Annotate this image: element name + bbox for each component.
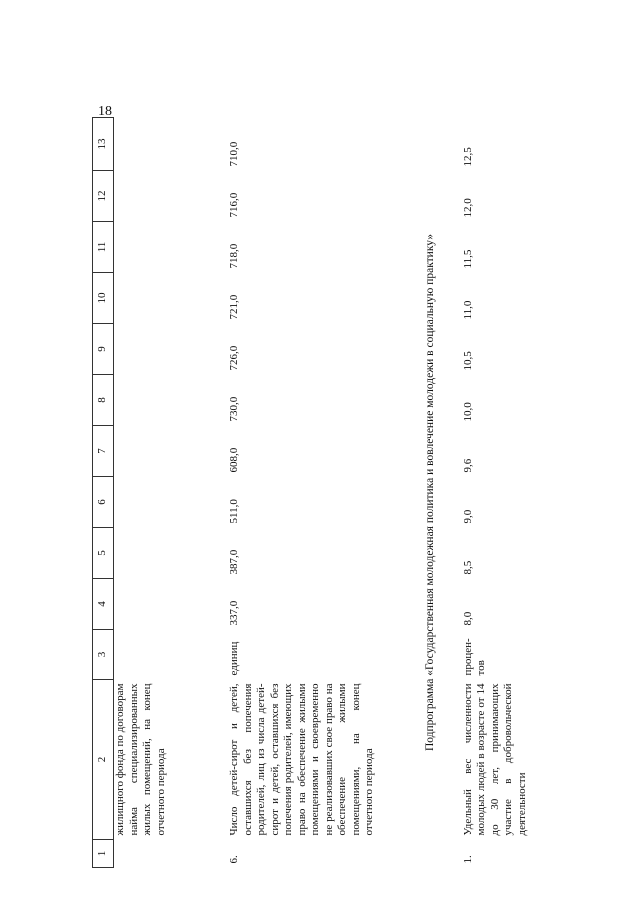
unit-cell: единиц — [228, 641, 240, 676]
column-header: 1 — [93, 840, 114, 868]
column-header: 9 — [93, 324, 114, 375]
value-cell: 12,0 — [461, 198, 474, 218]
value-cell: 11,5 — [461, 249, 474, 269]
column-header: 10 — [93, 273, 114, 324]
value-cell — [114, 477, 219, 528]
column-header: 12 — [93, 171, 114, 222]
table-row — [454, 118, 530, 868]
value-cell: 608,0 — [228, 447, 240, 473]
indicator-name: Число детей-сирот и детей, оставшихся без попечения родителей, лиц из числа детей-сирот и детей, оставшихся без попечения родителей, имеющих право на обеспечение жилыми помещениями и своевременно не реализовавших свое право на обеспечение жилыми помещениями, на конец отчетного периода — [228, 683, 375, 836]
column-header: 5 — [93, 528, 114, 579]
value-cell — [114, 426, 219, 477]
value-cell: 10,5 — [461, 351, 474, 371]
rotated-page — [92, 118, 612, 868]
value-cell: 8,5 — [461, 560, 474, 575]
value-cell — [114, 528, 219, 579]
value-cell: 9,0 — [461, 509, 474, 524]
column-header: 8 — [93, 375, 114, 426]
indicator-name: Удельный вес численности молодых людей в возрасте от 14 до 30 лет, принимающих участие в добровольческой деятельности — [461, 683, 528, 836]
page-number: 18 — [98, 104, 112, 119]
value-cell: 11,0 — [461, 300, 474, 320]
row-number: 6. — [228, 855, 240, 864]
value-cell: 511,0 — [228, 499, 240, 524]
value-cell — [114, 222, 219, 273]
table-row — [114, 118, 219, 868]
value-cell: 710,0 — [228, 141, 240, 167]
row-number — [114, 840, 219, 868]
value-cell: 726,0 — [228, 345, 240, 371]
value-cell — [114, 171, 219, 222]
value-cell — [114, 375, 219, 426]
value-cell: 10,0 — [461, 402, 474, 422]
value-cell: 730,0 — [228, 396, 240, 422]
value-cell: 12,5 — [461, 147, 474, 167]
indicators-table — [92, 117, 529, 868]
column-header: 6 — [93, 477, 114, 528]
subprogram-row — [414, 118, 454, 868]
table-row — [218, 118, 414, 868]
value-cell: 721,0 — [228, 294, 240, 320]
indicator-name: жилищного фонда по договорам найма специализированных жилых помещений, на конец отчетного периода — [114, 683, 167, 836]
value-cell: 716,0 — [228, 192, 240, 218]
column-header: 13 — [93, 118, 114, 171]
value-cell — [114, 579, 219, 630]
value-cell: 718,0 — [228, 243, 240, 269]
row-number: 1. — [461, 855, 474, 864]
unit-cell: процен-тов — [461, 638, 487, 676]
value-cell: 337,0 — [228, 600, 240, 626]
unit-cell — [114, 630, 219, 680]
value-cell — [114, 273, 219, 324]
subprogram-title: Подпрограмма «Государственная молодежная политика и вовлечение молодежи в социальную практику» — [424, 233, 436, 752]
value-cell: 387,0 — [228, 549, 240, 575]
column-header: 3 — [93, 630, 114, 680]
header-row — [93, 118, 114, 868]
value-cell: 8,0 — [461, 611, 474, 626]
column-header: 11 — [93, 222, 114, 273]
value-cell — [114, 118, 219, 171]
value-cell — [114, 324, 219, 375]
column-header: 7 — [93, 426, 114, 477]
column-header: 2 — [93, 680, 114, 840]
value-cell: 9,6 — [461, 458, 474, 473]
column-header: 4 — [93, 579, 114, 630]
